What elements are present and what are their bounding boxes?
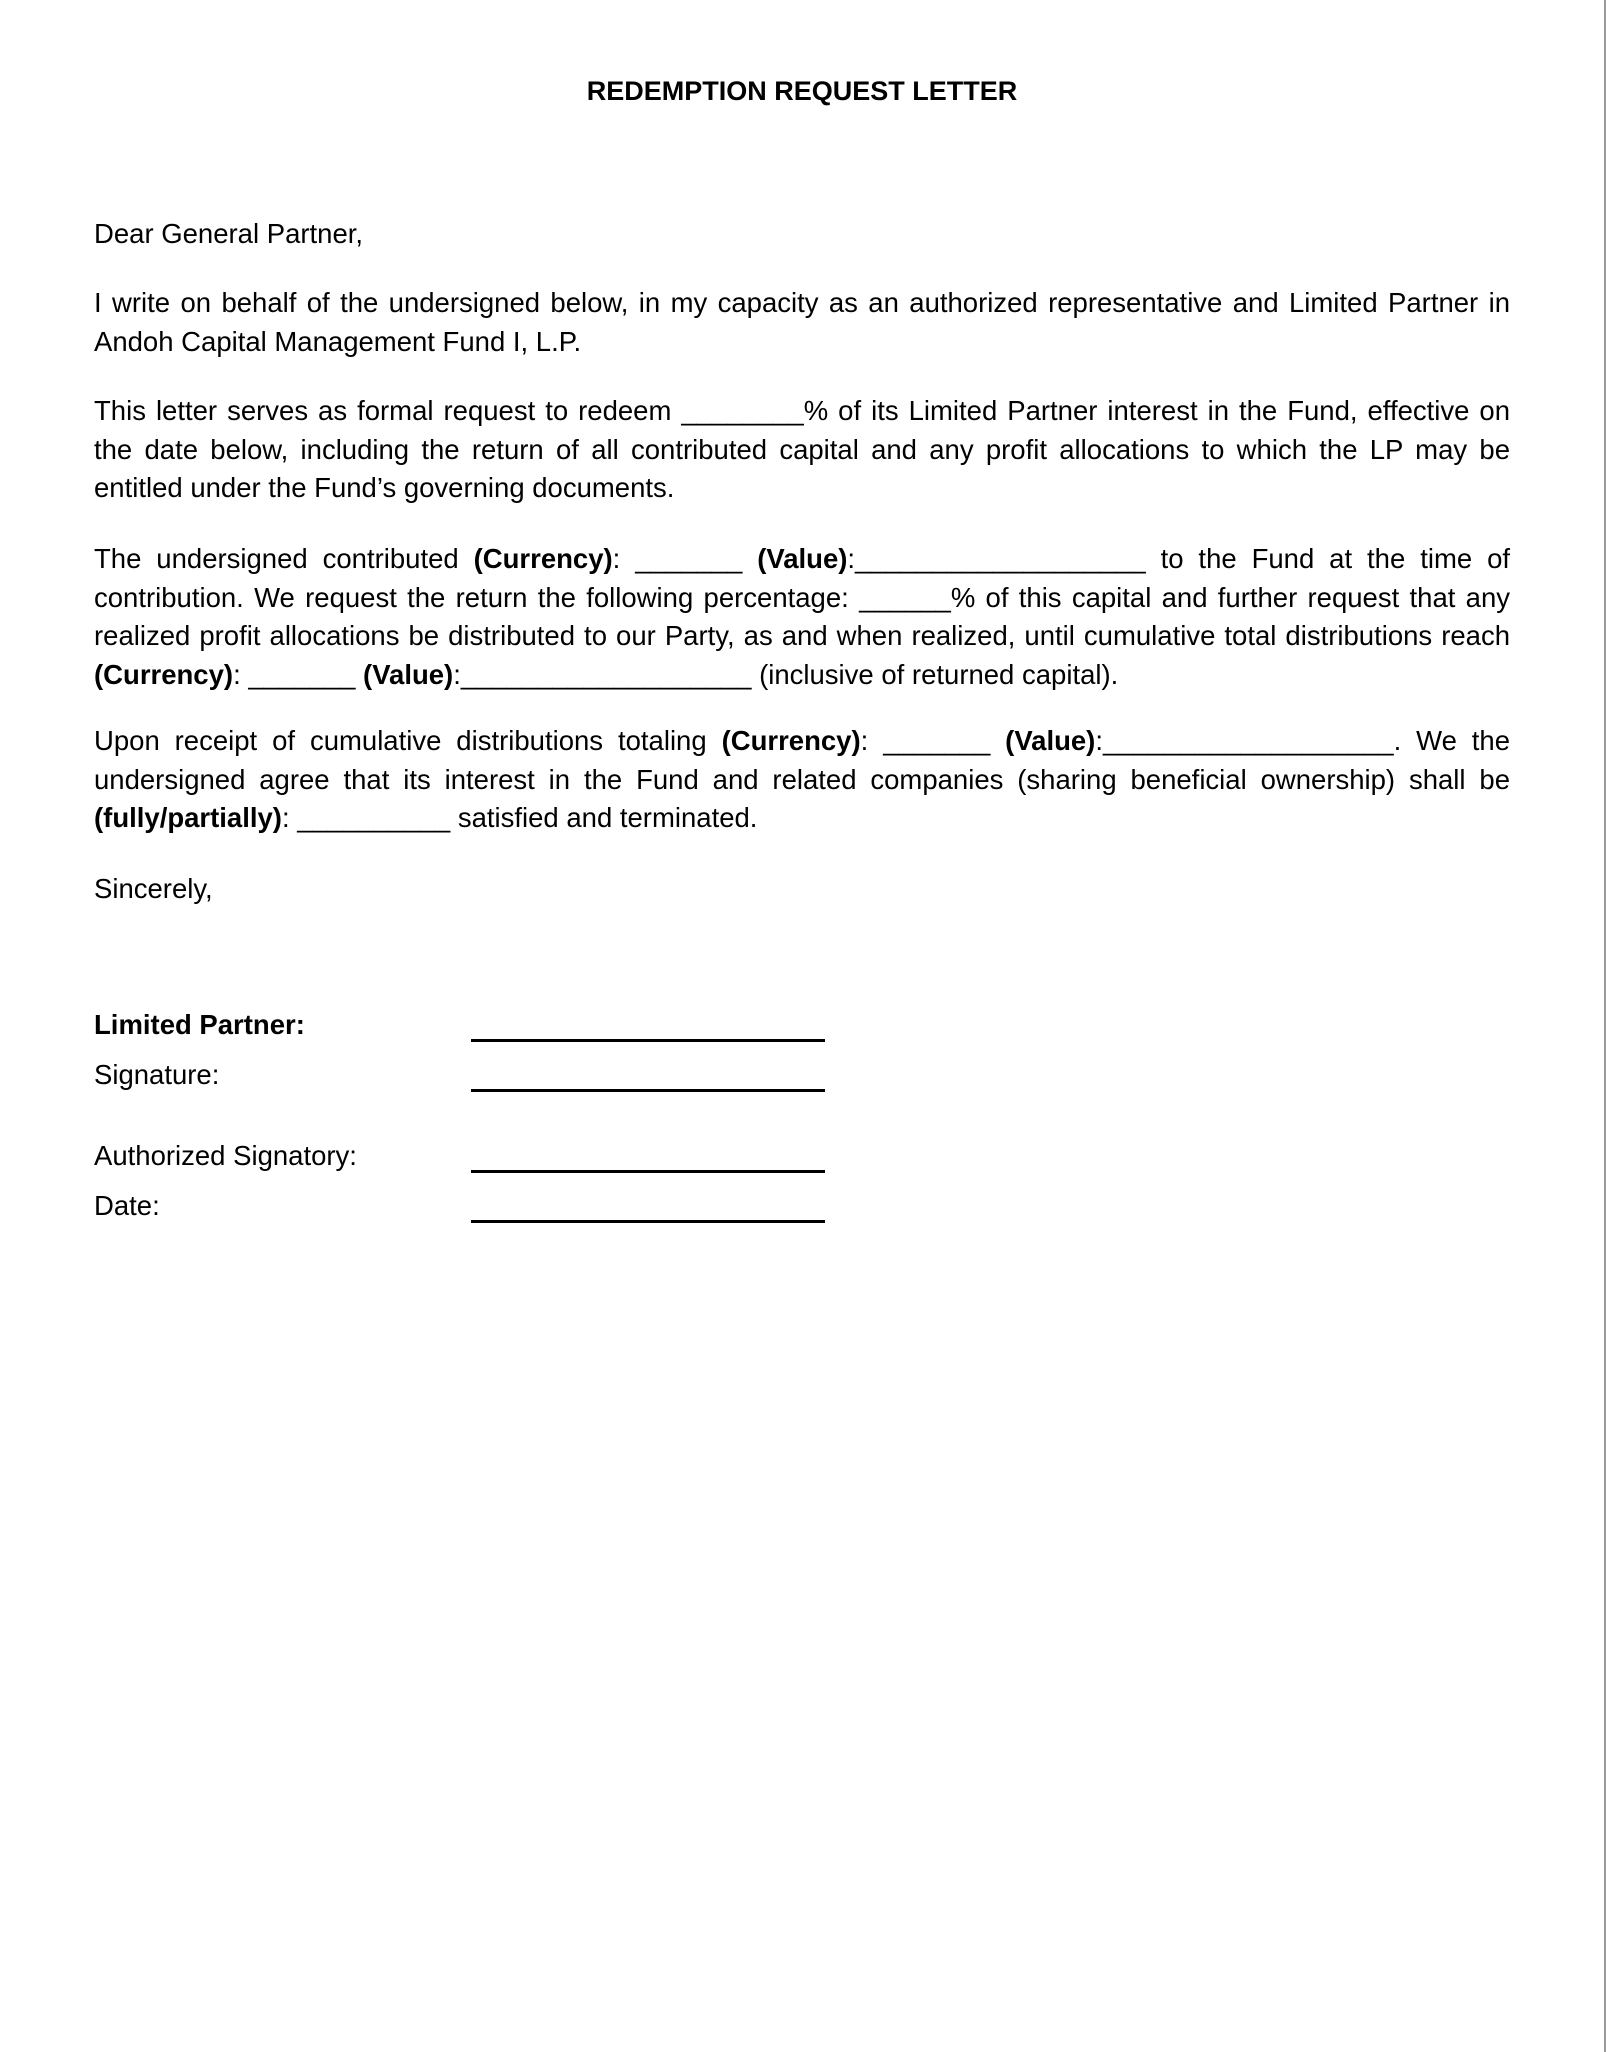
closing: Sincerely,: [94, 873, 213, 904]
greeting: Dear General Partner,: [94, 218, 364, 249]
signature-line[interactable]: [471, 1089, 825, 1092]
distribution-value-blank[interactable]: ___________________: [460, 658, 752, 690]
extent-label: (fully/partially): [94, 802, 282, 834]
text: . We the undersigned agree that its interest in the Fund and related companies (sharing beneficial ownership) shall be: [94, 725, 1511, 795]
authorized-signatory-label: Authorized Signatory:: [94, 1140, 357, 1171]
text: The undersigned contributed: [94, 543, 474, 574]
text: [355, 659, 363, 690]
value-label: (Value): [363, 658, 454, 690]
text: :: [453, 658, 461, 690]
distribution-currency-blank[interactable]: _______: [248, 658, 356, 690]
limited-partner-line[interactable]: [471, 1039, 825, 1042]
text: :: [847, 543, 856, 574]
date-label: Date:: [94, 1190, 160, 1221]
currency-label: (Currency): [721, 725, 861, 756]
paragraph-contribution: [94, 540, 1510, 694]
authorized-signatory-line[interactable]: [471, 1170, 825, 1173]
paragraph-redemption-request: [94, 392, 1510, 508]
text: This letter serves as formal request to redeem: [94, 395, 682, 426]
signature-row-signature: [94, 1056, 834, 1096]
text: to the Fund at the time of contribution. We request the return the following percentage:: [94, 543, 1511, 613]
value-label: (Value): [1005, 725, 1096, 756]
paragraph-termination: [94, 722, 1510, 838]
text: % of this capital and further request that any realized profit allocations be distributed to our Party, as and when realized, until cumulative total distributions reach: [94, 581, 1511, 652]
text: (inclusive of returned capital).: [751, 658, 1119, 690]
date-line[interactable]: [471, 1220, 825, 1223]
text: % of its Limited Partner interest in the Fund, effective on the date below, including the return of all contributed capital and any profit allocations to which the LP may be entitled under the Fund’s governing documents.: [94, 395, 1511, 504]
signature-row-date: [94, 1187, 834, 1227]
document-title: REDEMPTION REQUEST LETTER: [586, 76, 1018, 106]
contributed-value-blank[interactable]: ___________________: [855, 543, 1146, 574]
text: satisfied and terminated.: [450, 802, 758, 834]
signature-label: Signature:: [94, 1059, 220, 1090]
text: :: [1095, 725, 1103, 756]
total-currency-blank[interactable]: _______: [883, 725, 991, 756]
text: :: [612, 543, 636, 574]
currency-label: (Currency): [94, 658, 234, 690]
value-label: (Value): [757, 543, 848, 574]
contributed-currency-blank[interactable]: _______: [635, 543, 743, 574]
text: [990, 725, 1005, 756]
text: [742, 543, 757, 574]
currency-label: (Currency): [473, 543, 613, 574]
redeem-percent-blank[interactable]: ________: [681, 395, 804, 426]
text: :: [860, 725, 884, 756]
text: :: [281, 802, 298, 834]
signature-row-authorized-signatory: [94, 1137, 834, 1177]
text: :: [233, 658, 249, 690]
total-value-blank[interactable]: ___________________: [1102, 725, 1394, 756]
return-percent-blank[interactable]: ______: [859, 581, 951, 613]
signature-row-limited-partner: [94, 1006, 834, 1046]
limited-partner-label: Limited Partner:: [94, 1009, 305, 1040]
paragraph-representation: I write on behalf of the undersigned below, in my capacity as an authorized representative and Limited Partner in Andoh Capital Management Fund I, L.P.: [94, 287, 1510, 357]
text: Upon receipt of cumulative distributions totaling: [94, 725, 722, 756]
extent-blank[interactable]: __________: [297, 802, 451, 834]
